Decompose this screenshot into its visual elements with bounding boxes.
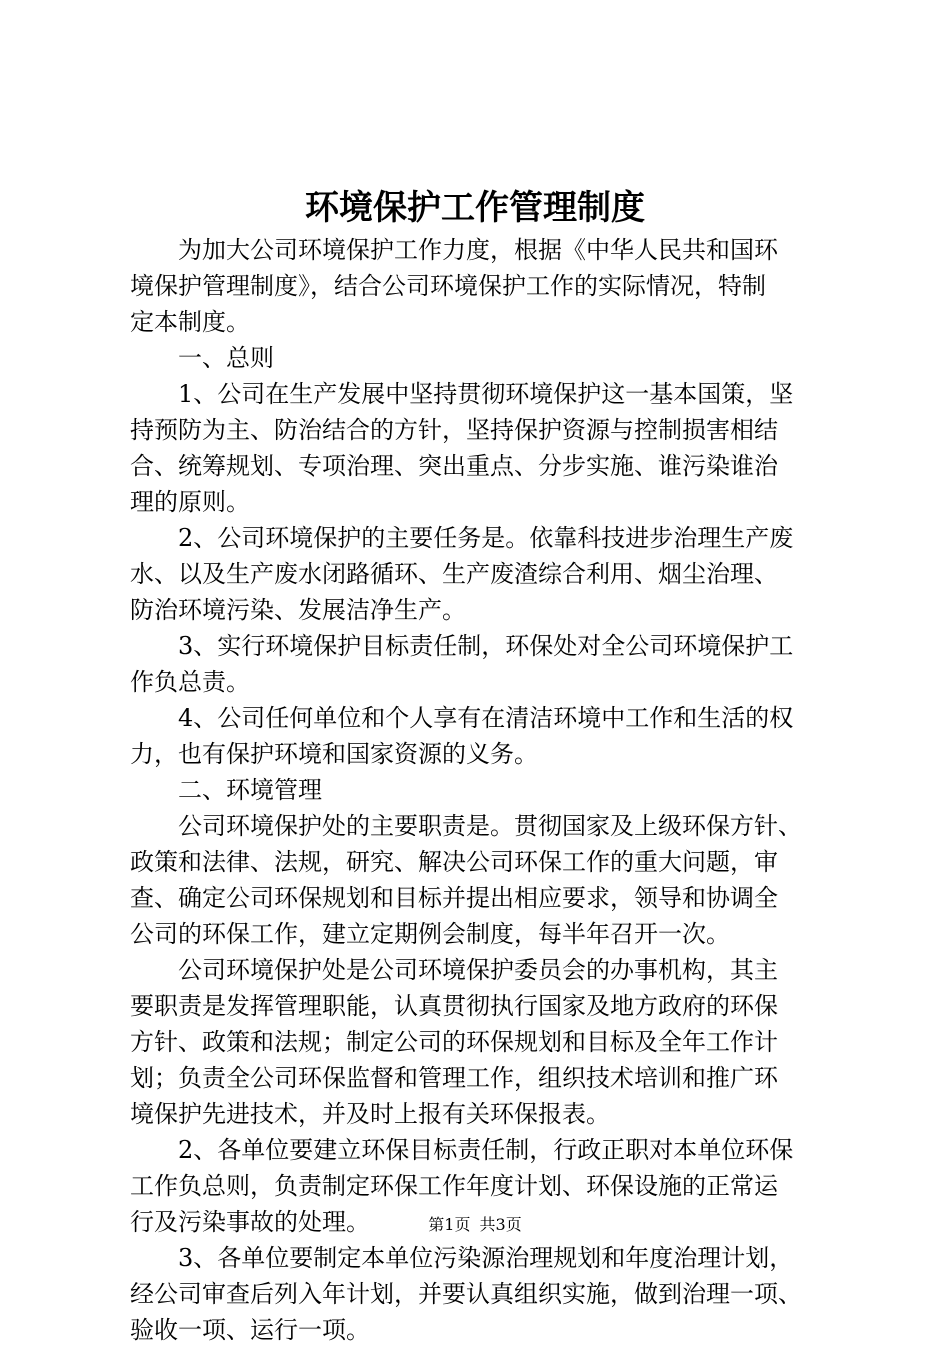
paragraph-line: 公司的环保工作，建立定期例会制度，每半年召开一次。 xyxy=(130,920,730,948)
paragraph-line: 划；负责全公司环保监督和管理工作，组织技术培训和推广环 xyxy=(130,1064,778,1092)
paragraph-line: 理的原则。 xyxy=(130,488,250,516)
paragraph-line: 1、公司在生产发展中坚持贯彻环境保护这一基本国策，坚 xyxy=(178,380,794,408)
paragraph-line: 力，也有保护环境和国家资源的义务。 xyxy=(130,740,538,768)
paragraph-line: 境保护先进技术，并及时上报有关环保报表。 xyxy=(130,1100,610,1128)
paragraph-line: 水、以及生产废水闭路循环、生产废渣综合利用、烟尘治理、 xyxy=(130,560,778,588)
page-number: 第1页 xyxy=(428,1215,471,1234)
paragraph-line: 方针、政策和法规；制定公司的环保规划和目标及全年工作计 xyxy=(130,1028,778,1056)
paragraph-line: 作负总责。 xyxy=(130,668,250,696)
paragraph-line: 公司环境保护处是公司环境保护委员会的办事机构，其主 xyxy=(178,956,778,984)
paragraph-line: 持预防为主、防治结合的方针，坚持保护资源与控制损害相结 xyxy=(130,416,778,444)
paragraph-line: 3、各单位要制定本单位污染源治理规划和年度治理计划， xyxy=(178,1244,794,1272)
paragraph-line: 一、总则 xyxy=(178,344,274,372)
document-body xyxy=(130,232,830,1348)
page-footer xyxy=(0,1213,950,1237)
document-title: 环境保护工作管理制度 xyxy=(305,188,645,228)
paragraph-line: 查、确定公司环保规划和目标并提出相应要求，领导和协调全 xyxy=(130,884,778,912)
paragraph-line: 境保护管理制度》，结合公司环境保护工作的实际情况，特制 xyxy=(130,272,766,300)
paragraph-line: 定本制度。 xyxy=(130,308,250,336)
paragraph-line: 为加大公司环境保护工作力度，根据《中华人民共和国环 xyxy=(178,236,778,264)
paragraph-line: 防治环境污染、发展洁净生产。 xyxy=(130,596,466,624)
paragraph-line: 3、实行环境保护目标责任制，环保处对全公司环境保护工 xyxy=(178,632,794,660)
paragraph-line: 二、环境管理 xyxy=(178,776,322,804)
paragraph-line: 2、公司环境保护的主要任务是。依靠科技进步治理生产废 xyxy=(178,524,794,552)
paragraph-line: 4、公司任何单位和个人享有在清洁环境中工作和生活的权 xyxy=(178,704,794,732)
paragraph-line: 2、各单位要建立环保目标责任制，行政正职对本单位环保 xyxy=(178,1136,794,1164)
paragraph-line: 行及污染事故的处理。 xyxy=(130,1208,370,1236)
paragraph-line: 公司环境保护处的主要职责是。贯彻国家及上级环保方针、 xyxy=(178,812,802,840)
paragraph-line: 政策和法律、法规，研究、解决公司环保工作的重大问题，审 xyxy=(130,848,778,876)
paragraph-line: 要职责是发挥管理职能，认真贯彻执行国家及地方政府的环保 xyxy=(130,992,778,1020)
paragraph-line: 验收一项、运行一项。 xyxy=(130,1316,370,1344)
paragraph-line: 经公司审查后列入年计划，并要认真组织实施，做到治理一项、 xyxy=(130,1280,802,1308)
paragraph-line: 工作负总则，负责制定环保工作年度计划、环保设施的正常运 xyxy=(130,1172,778,1200)
paragraph-line: 合、统筹规划、专项治理、突出重点、分步实施、谁污染谁治 xyxy=(130,452,778,480)
page-total: 共3页 xyxy=(479,1215,522,1234)
